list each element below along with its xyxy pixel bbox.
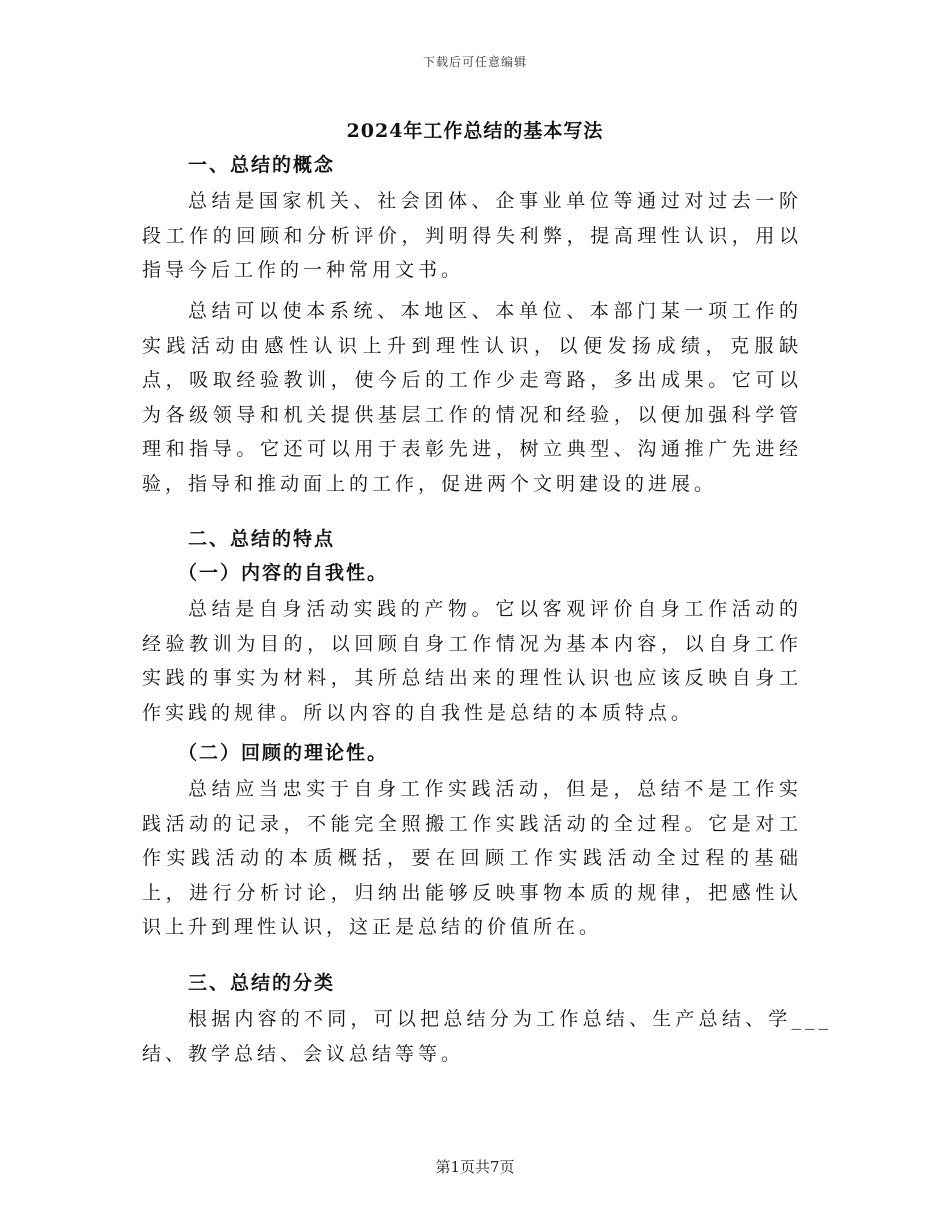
- subheading-feature-2: （二）回顾的理论性。: [178, 742, 389, 764]
- header-note: 下载后可任意编辑: [422, 55, 527, 69]
- section-heading-types: 三、总结的分类: [188, 972, 336, 994]
- section-heading-features: 二、总结的特点: [188, 528, 336, 550]
- page-footer: 第1页共7页: [435, 1158, 515, 1176]
- subheading-feature-1: （一）内容的自我性。: [178, 562, 389, 584]
- paragraph-feature-2: 总结应当忠实于自身工作实践活动，但是，总结不是工作实践活动的记录，不能完全照搬工作实践活动的全过程。它是对工作实践活动的本质概括，要在回顾工作实践活动全过程的基础上，进行分析讨论，归纳出能够反映事物本质的规律，把感性认识上升到理性认识，这正是总结的价值所在。: [142, 778, 802, 938]
- paragraph-concept-2: 总结可以使本系统、本地区、本单位、本部门某一项工作的实践活动由感性认识上升到理性认识，以便发扬成绩，克服缺点，吸取经验教训，使今后的工作少走弯路，多出成果。它可以为各级领导和机关提供基层工作的情况和经验，以便加强科学管理和指导。它还可以用于表彰先进，树立典型、沟通推广先进经验，指导和推动面上的工作，促进两个文明建设的进展。: [142, 300, 802, 495]
- document-title: 2024年工作总结的基本写法: [346, 120, 604, 142]
- section-heading-concept: 一、总结的概念: [188, 154, 336, 176]
- paragraph-types: 根据内容的不同，可以把总结分为工作总结、生产总结、学___结、教学总结、会议总结等等。: [142, 1008, 832, 1065]
- paragraph-concept-1: 总结是国家机关、社会团体、企事业单位等通过对过去一阶段工作的回顾和分析评价，判明得失利弊，提高理性认识，用以指导今后工作的一种常用文书。: [142, 190, 802, 281]
- paragraph-feature-1: 总结是自身活动实践的产物。它以客观评价自身工作活动的经验教训为目的，以回顾自身工作情况为基本内容，以自身工作实践的事实为材料，其所总结出来的理性认识也应该反映自身工作实践的规律。所以内容的自我性是总结的本质特点。: [142, 598, 802, 724]
